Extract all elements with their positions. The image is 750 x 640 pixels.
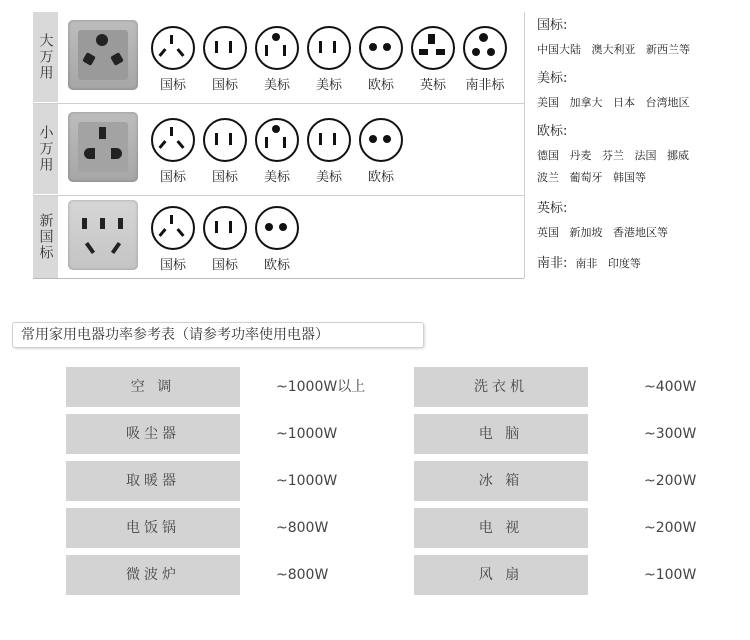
appliance-power: ~1000W: [276, 473, 338, 489]
region-countries: 南非 印度等: [575, 257, 641, 270]
region-title: 英标:: [537, 201, 568, 216]
universal-socket-image: [68, 20, 138, 90]
region-za: [537, 252, 727, 275]
plug-standard-label: 欧标: [367, 78, 394, 93]
national-standard-socket-image: [68, 200, 138, 270]
plug-icon-eu-two-pin: [357, 118, 405, 185]
appliance-name: 电 脑: [414, 414, 588, 454]
plug-standard-label: 南非标: [465, 78, 505, 93]
region-standards-panel: [524, 12, 725, 278]
region-countries: 美国 加拿大 日本 台湾地区: [537, 96, 690, 109]
plug-compatibility-table: [33, 12, 524, 279]
appliance-name: 洗衣机: [414, 367, 588, 407]
plug-standard-label: 国标: [159, 170, 186, 185]
appliance-name: 电饭锅: [66, 508, 240, 548]
plug-icon-eu-two-pin: [357, 26, 405, 93]
region-eu: [537, 120, 727, 189]
appliance-power: ~200W: [644, 520, 697, 536]
plug-icon-us-three-pin: [253, 118, 301, 185]
appliance-power: ~100W: [644, 567, 697, 583]
region-title: 南非:: [537, 256, 568, 271]
plug-icon-us-two-pin: [305, 26, 353, 93]
appliance-name: 微波炉: [66, 555, 240, 595]
row-label-text: 新国标: [37, 213, 54, 261]
row-label-text: 小万用: [37, 125, 54, 173]
appliance-power: ~800W: [276, 567, 329, 583]
plug-row-small-universal: [33, 104, 524, 194]
universal-socket-image: [68, 112, 138, 182]
appliance-power: ~800W: [276, 520, 329, 536]
plug-icon-cn-three-pin: [149, 118, 197, 185]
plug-icon-eu-two-pin: [253, 206, 301, 273]
row-label: [33, 196, 58, 278]
plug-standard-label: 美标: [263, 78, 290, 93]
appliance-name: 吸尘器: [66, 414, 240, 454]
appliance-power: ~1000W: [276, 426, 338, 442]
plug-icon-cn-three-pin: [149, 206, 197, 273]
plug-standard-label: 美标: [263, 170, 290, 185]
plug-row-new-national-standard: [33, 196, 524, 278]
plug-row-large-universal: [33, 12, 524, 102]
region-us: [537, 67, 727, 114]
region-title: 欧标:: [537, 124, 568, 139]
appliance-name: 冰 箱: [414, 461, 588, 501]
plug-icon-za-three-pin: [461, 26, 509, 93]
region-countries: 中国大陆 澳大利亚 新西兰等: [537, 43, 690, 56]
region-countries: 德国 丹麦 芬兰 法国 挪威 波兰 葡萄牙 韩国等: [537, 149, 689, 184]
region-title: 美标:: [537, 71, 568, 86]
plug-standard-label: 国标: [211, 258, 238, 273]
region-countries: 英国 新加坡 香港地区等: [537, 226, 668, 239]
appliance-power: ~300W: [644, 426, 697, 442]
row-label: [33, 12, 58, 102]
appliance-name: 风 扇: [414, 555, 588, 595]
plug-standard-label: 国标: [211, 170, 238, 185]
plug-standard-label: 美标: [315, 78, 342, 93]
appliance-name: 空 调: [66, 367, 240, 407]
plug-standard-label: 国标: [159, 78, 186, 93]
row-label-text: 大万用: [37, 33, 54, 81]
plug-standard-label: 欧标: [367, 170, 394, 185]
plug-icon-cn-two-pin: [201, 118, 249, 185]
plug-standard-label: 国标: [159, 258, 186, 273]
plug-icon-cn-three-pin: [149, 26, 197, 93]
appliance-power: ~400W: [644, 379, 697, 395]
plug-standard-label: 美标: [315, 170, 342, 185]
plug-standard-label: 欧标: [263, 258, 290, 273]
plug-icon-uk-three-pin: [409, 26, 457, 93]
region-uk: [537, 197, 727, 244]
plug-icon-us-three-pin: [253, 26, 301, 93]
region-cn: [537, 14, 727, 61]
plug-icon-us-two-pin: [305, 118, 353, 185]
plug-icon-cn-two-pin: [201, 206, 249, 273]
appliance-power: ~200W: [644, 473, 697, 489]
appliance-name: 取暖器: [66, 461, 240, 501]
appliance-power: ~1000W以上: [276, 379, 366, 395]
plug-standard-label: 英标: [419, 78, 446, 93]
region-title: 国标:: [537, 18, 568, 33]
row-label: [33, 104, 58, 194]
plug-icon-cn-two-pin: [201, 26, 249, 93]
appliance-name: 电 视: [414, 508, 588, 548]
power-reference-title: 常用家用电器功率参考表（请参考功率使用电器）: [12, 322, 424, 348]
plug-standard-label: 国标: [211, 78, 238, 93]
